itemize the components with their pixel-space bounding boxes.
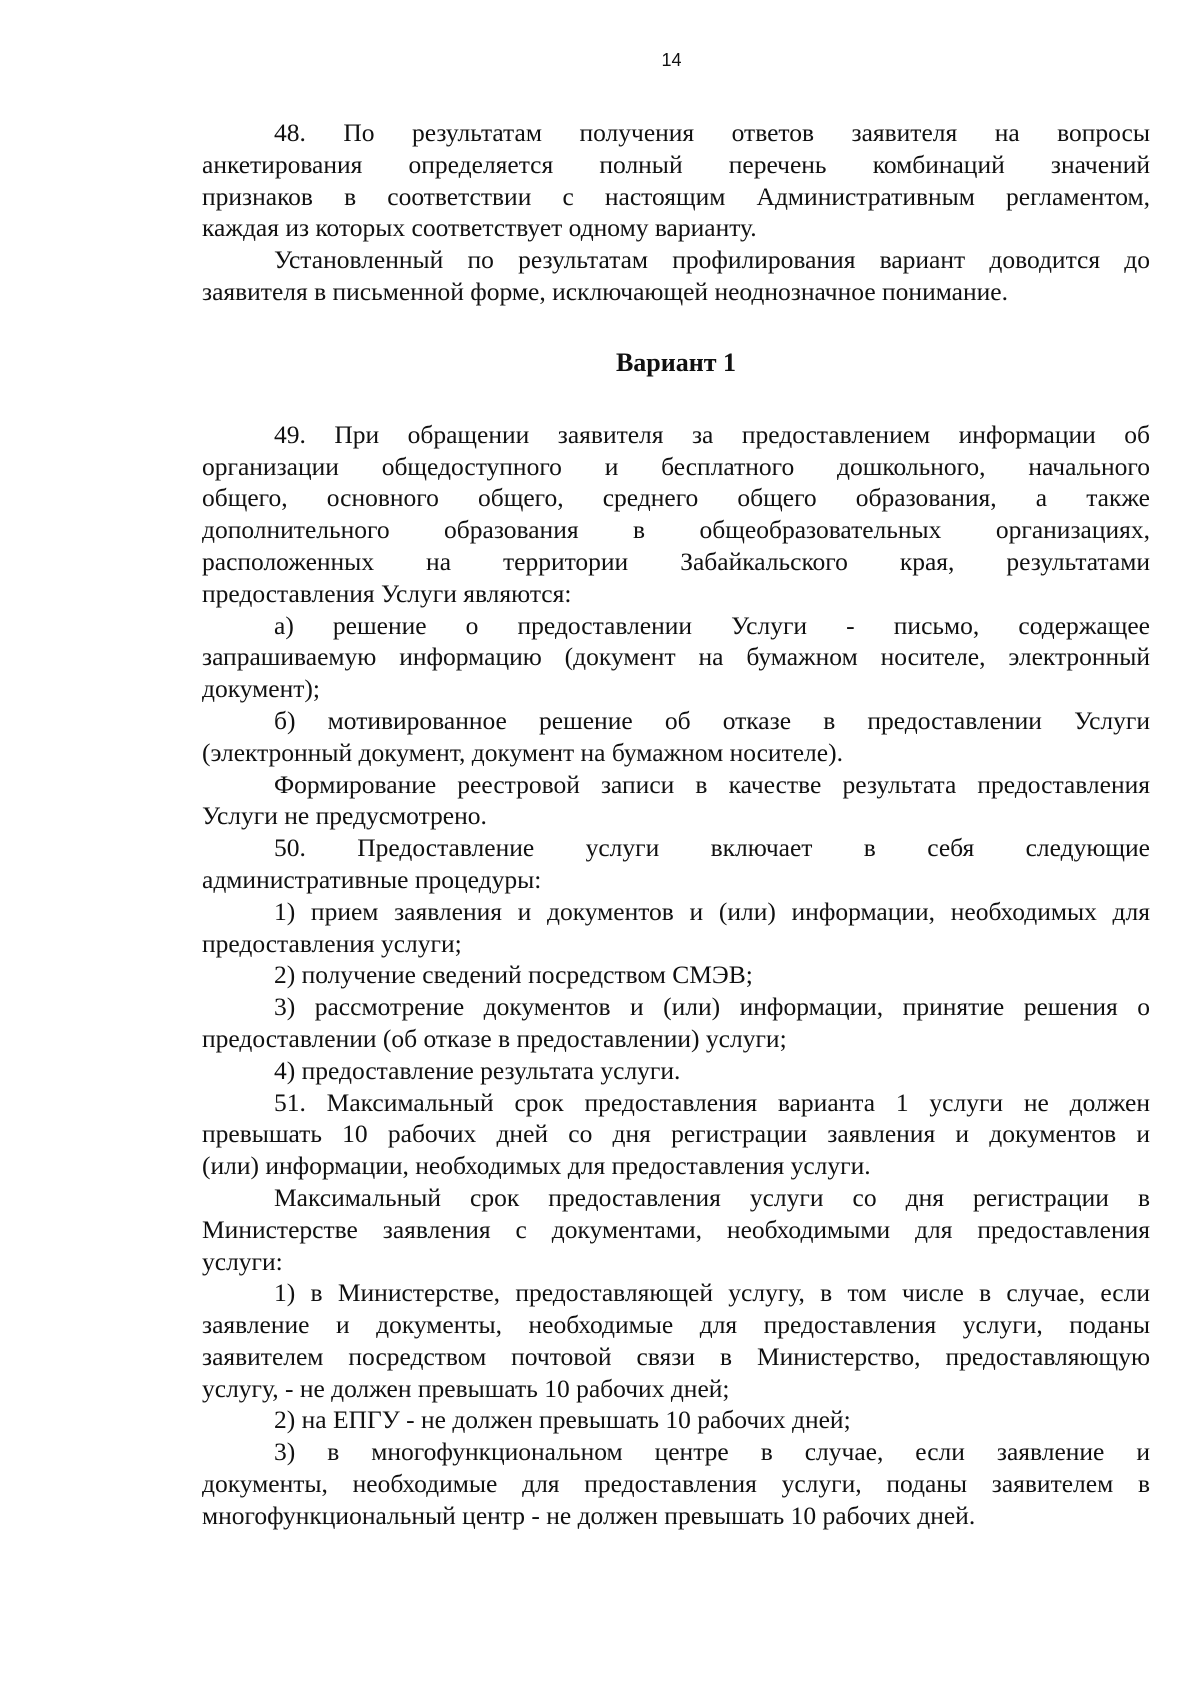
text-line: каждая из которых соответствует одному варианту.	[202, 213, 757, 243]
text-line: административные процедуры:	[202, 864, 542, 894]
text-line: б) мотивированное решение об отказе в предоставлении Услуги	[274, 705, 1150, 735]
text-line: 1) в Министерстве, предоставляющей услугу, в том числе в случае, если	[274, 1278, 1150, 1308]
variant-paragraph	[202, 1436, 1150, 1531]
variant-paragraph	[202, 991, 1150, 1055]
text-line: 1) прием заявления и документов и (или) информации, необходимых для	[274, 896, 1150, 926]
text-line: Формирование реестровой записи в качестве результата предоставления	[274, 769, 1150, 799]
text-line: услугу, - не должен превышать 10 рабочих дней;	[202, 1373, 730, 1403]
text-line: превышать 10 рабочих дней со дня регистрации заявления и документов и	[202, 1119, 1150, 1149]
text-line: общего, основного общего, среднего общего образования, а также	[202, 483, 1150, 513]
text-line: дополнительного образования в общеобразовательных организациях,	[202, 515, 1150, 545]
text-line: 3) в многофункциональном центре в случае, если заявление и	[274, 1437, 1150, 1467]
text-line: заявителем посредством почтовой связи в Министерство, предоставляющую	[202, 1341, 1150, 1371]
variant-paragraph	[202, 1182, 1150, 1277]
text-line: предоставлении (об отказе в предоставлении) услуги;	[202, 1023, 787, 1053]
text-line: 50. Предоставление услуги включает в себя следующие	[274, 833, 1150, 863]
text-line: Установленный по результатам профилирования вариант доводится до	[274, 245, 1150, 275]
variant-paragraph	[202, 419, 1150, 610]
variant-paragraph	[202, 1055, 1150, 1087]
intro-paragraph	[202, 117, 1150, 244]
variant-paragraph	[202, 705, 1150, 769]
text-line: предоставления Услуги являются:	[202, 578, 572, 608]
text-line: (электронный документ, документ на бумажном носителе).	[202, 737, 843, 767]
text-line: анкетирования определяется полный перечень комбинаций значений	[202, 149, 1150, 179]
variant-1-section	[202, 419, 1150, 1532]
text-line: Услуги не предусмотрено.	[202, 801, 487, 831]
variant-paragraph	[202, 959, 1150, 991]
text-line: 4) предоставление результата услуги.	[274, 1055, 681, 1085]
variant-paragraph	[202, 1277, 1150, 1404]
text-line: документ);	[202, 674, 320, 704]
text-line: запрашиваемую информацию (документ на бумажном носителе, электронный	[202, 642, 1150, 672]
text-line: предоставления услуги;	[202, 928, 462, 958]
document-body	[202, 117, 1150, 1532]
text-line: 2) на ЕПГУ - не должен превышать 10 рабочих дней;	[274, 1405, 851, 1435]
variant-paragraph	[202, 769, 1150, 833]
text-line: заявителя в письменной форме, исключающей неоднозначное понимание.	[202, 276, 1008, 306]
section-heading: Вариант 1	[615, 347, 737, 377]
text-line: Максимальный срок предоставления услуги со дня регистрации в	[274, 1182, 1150, 1212]
text-line: а) решение о предоставлении Услуги - письмо, содержащее	[274, 610, 1150, 640]
text-line: расположенных на территории Забайкальского края, результатами	[202, 546, 1150, 576]
text-line: признаков в соответствии с настоящим Административным регламентом,	[202, 181, 1150, 211]
text-line: Министерстве заявления с документами, необходимыми для предоставления	[202, 1214, 1150, 1244]
variant-paragraph	[202, 1404, 1150, 1436]
text-line: услуги:	[202, 1246, 283, 1276]
text-line: 49. При обращении заявителя за предоставлением информации об	[274, 419, 1150, 449]
text-line: документы, необходимые для предоставления услуги, поданы заявителем в	[202, 1469, 1150, 1499]
text-line: организации общедоступного и бесплатного дошкольного, начального	[202, 451, 1150, 481]
variant-paragraph	[202, 610, 1150, 705]
intro-section	[202, 117, 1150, 308]
text-line: многофункциональный центр - не должен превышать 10 рабочих дней.	[202, 1500, 976, 1530]
page-number: 14	[661, 50, 682, 70]
text-line: 51. Максимальный срок предоставления варианта 1 услуги не должен	[274, 1087, 1150, 1117]
text-line: заявление и документы, необходимые для предоставления услуги, поданы	[202, 1310, 1150, 1340]
text-line: (или) информации, необходимых для предоставления услуги.	[202, 1151, 871, 1181]
text-line: 3) рассмотрение документов и (или) информации, принятие решения о	[274, 992, 1150, 1022]
variant-paragraph	[202, 896, 1150, 960]
intro-paragraph	[202, 244, 1150, 308]
variant-paragraph	[202, 832, 1150, 896]
text-line: 2) получение сведений посредством СМЭВ;	[274, 960, 753, 990]
text-line: 48. По результатам получения ответов заявителя на вопросы	[274, 118, 1150, 147]
variant-paragraph	[202, 1087, 1150, 1182]
